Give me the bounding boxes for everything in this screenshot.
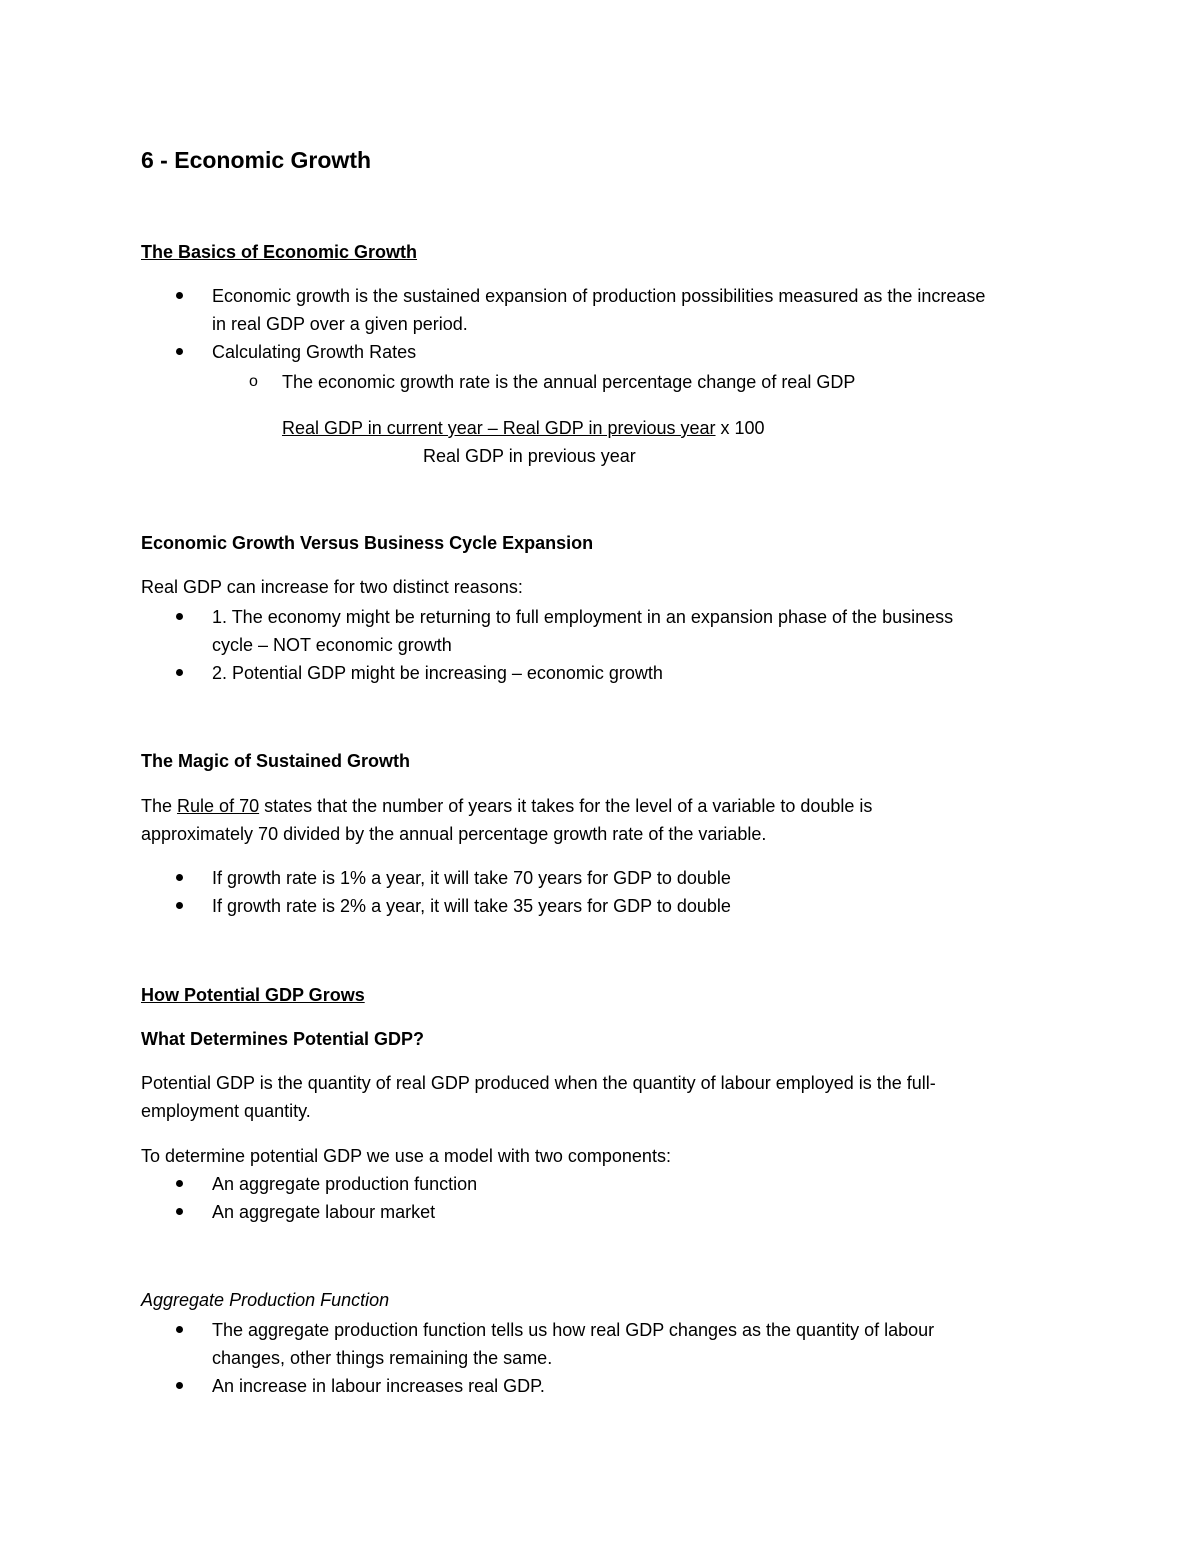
bullet-icon bbox=[176, 1180, 183, 1187]
potential-paragraph-line-2: employment quantity. bbox=[141, 1101, 311, 1121]
apf-bullet-1-line-1: The aggregate production function tells us how real GDP changes as the quantity of labour bbox=[212, 1320, 935, 1340]
versus-bullet-2: 2. Potential GDP might be increasing – economic growth bbox=[212, 663, 663, 683]
formula-numerator-line bbox=[282, 417, 765, 439]
section-heading-potential: How Potential GDP Grows bbox=[141, 985, 365, 1005]
sub-bullet-icon: o bbox=[249, 373, 258, 390]
potential-paragraph-line-1: Potential GDP is the quantity of real GDP produced when the quantity of labour employed is the full- bbox=[141, 1073, 936, 1093]
versus-bullet-1-line-2: cycle – NOT economic growth bbox=[212, 635, 452, 655]
formula-denominator: Real GDP in previous year bbox=[423, 446, 636, 466]
bullet-icon bbox=[176, 1208, 183, 1215]
magic-bullet-2: If growth rate is 2% a year, it will take 35 years for GDP to double bbox=[212, 896, 731, 916]
basics-bullet-1-line-2: in real GDP over a given period. bbox=[212, 314, 468, 334]
magic-paragraph-line-2: approximately 70 divided by the annual percentage growth rate of the variable. bbox=[141, 824, 767, 844]
bullet-icon bbox=[176, 613, 183, 620]
basics-sub-bullet-1: The economic growth rate is the annual percentage change of real GDP bbox=[282, 372, 856, 392]
apf-bullet-1-line-2: changes, other things remaining the same. bbox=[212, 1348, 553, 1368]
magic-bullet-1: If growth rate is 1% a year, it will take 70 years for GDP to double bbox=[212, 868, 731, 888]
section-heading-magic: The Magic of Sustained Growth bbox=[141, 751, 411, 771]
section-heading-apf: Aggregate Production Function bbox=[141, 1290, 390, 1310]
section-heading-versus: Economic Growth Versus Business Cycle Expansion bbox=[141, 533, 594, 553]
potential-paragraph-2: To determine potential GDP we use a model with two components: bbox=[141, 1146, 671, 1166]
potential-bullet-1: An aggregate production function bbox=[212, 1174, 478, 1194]
basics-bullet-2: Calculating Growth Rates bbox=[212, 342, 417, 362]
basics-bullet-1-line-1: Economic growth is the sustained expansion of production possibilities measured as the increase bbox=[212, 286, 986, 306]
formula-multiplier: x 100 bbox=[715, 418, 765, 438]
magic-paragraph-line-1 bbox=[141, 795, 872, 817]
apf-bullet-2: An increase in labour increases real GDP. bbox=[212, 1376, 545, 1396]
magic-paragraph-post: states that the number of years it takes for the level of a variable to double is bbox=[259, 796, 873, 816]
formula-numerator: Real GDP in current year – Real GDP in previous year bbox=[282, 418, 716, 438]
versus-intro: Real GDP can increase for two distinct reasons: bbox=[141, 577, 523, 597]
bullet-icon bbox=[176, 348, 183, 355]
subheading-what-determines: What Determines Potential GDP? bbox=[141, 1029, 425, 1049]
potential-bullet-2: An aggregate labour market bbox=[212, 1202, 436, 1222]
bullet-icon bbox=[176, 902, 183, 909]
bullet-icon bbox=[176, 1326, 183, 1333]
rule-of-70-term: Rule of 70 bbox=[177, 796, 260, 816]
bullet-icon bbox=[176, 874, 183, 881]
bullet-icon bbox=[176, 292, 183, 299]
magic-paragraph-pre: The bbox=[141, 796, 178, 816]
bullet-icon bbox=[176, 669, 183, 676]
section-heading-basics: The Basics of Economic Growth bbox=[141, 242, 418, 262]
bullet-icon bbox=[176, 1382, 183, 1389]
versus-bullet-1-line-1: 1. The economy might be returning to full employment in an expansion phase of the business bbox=[212, 607, 954, 627]
page-title: 6 - Economic Growth bbox=[141, 147, 372, 173]
